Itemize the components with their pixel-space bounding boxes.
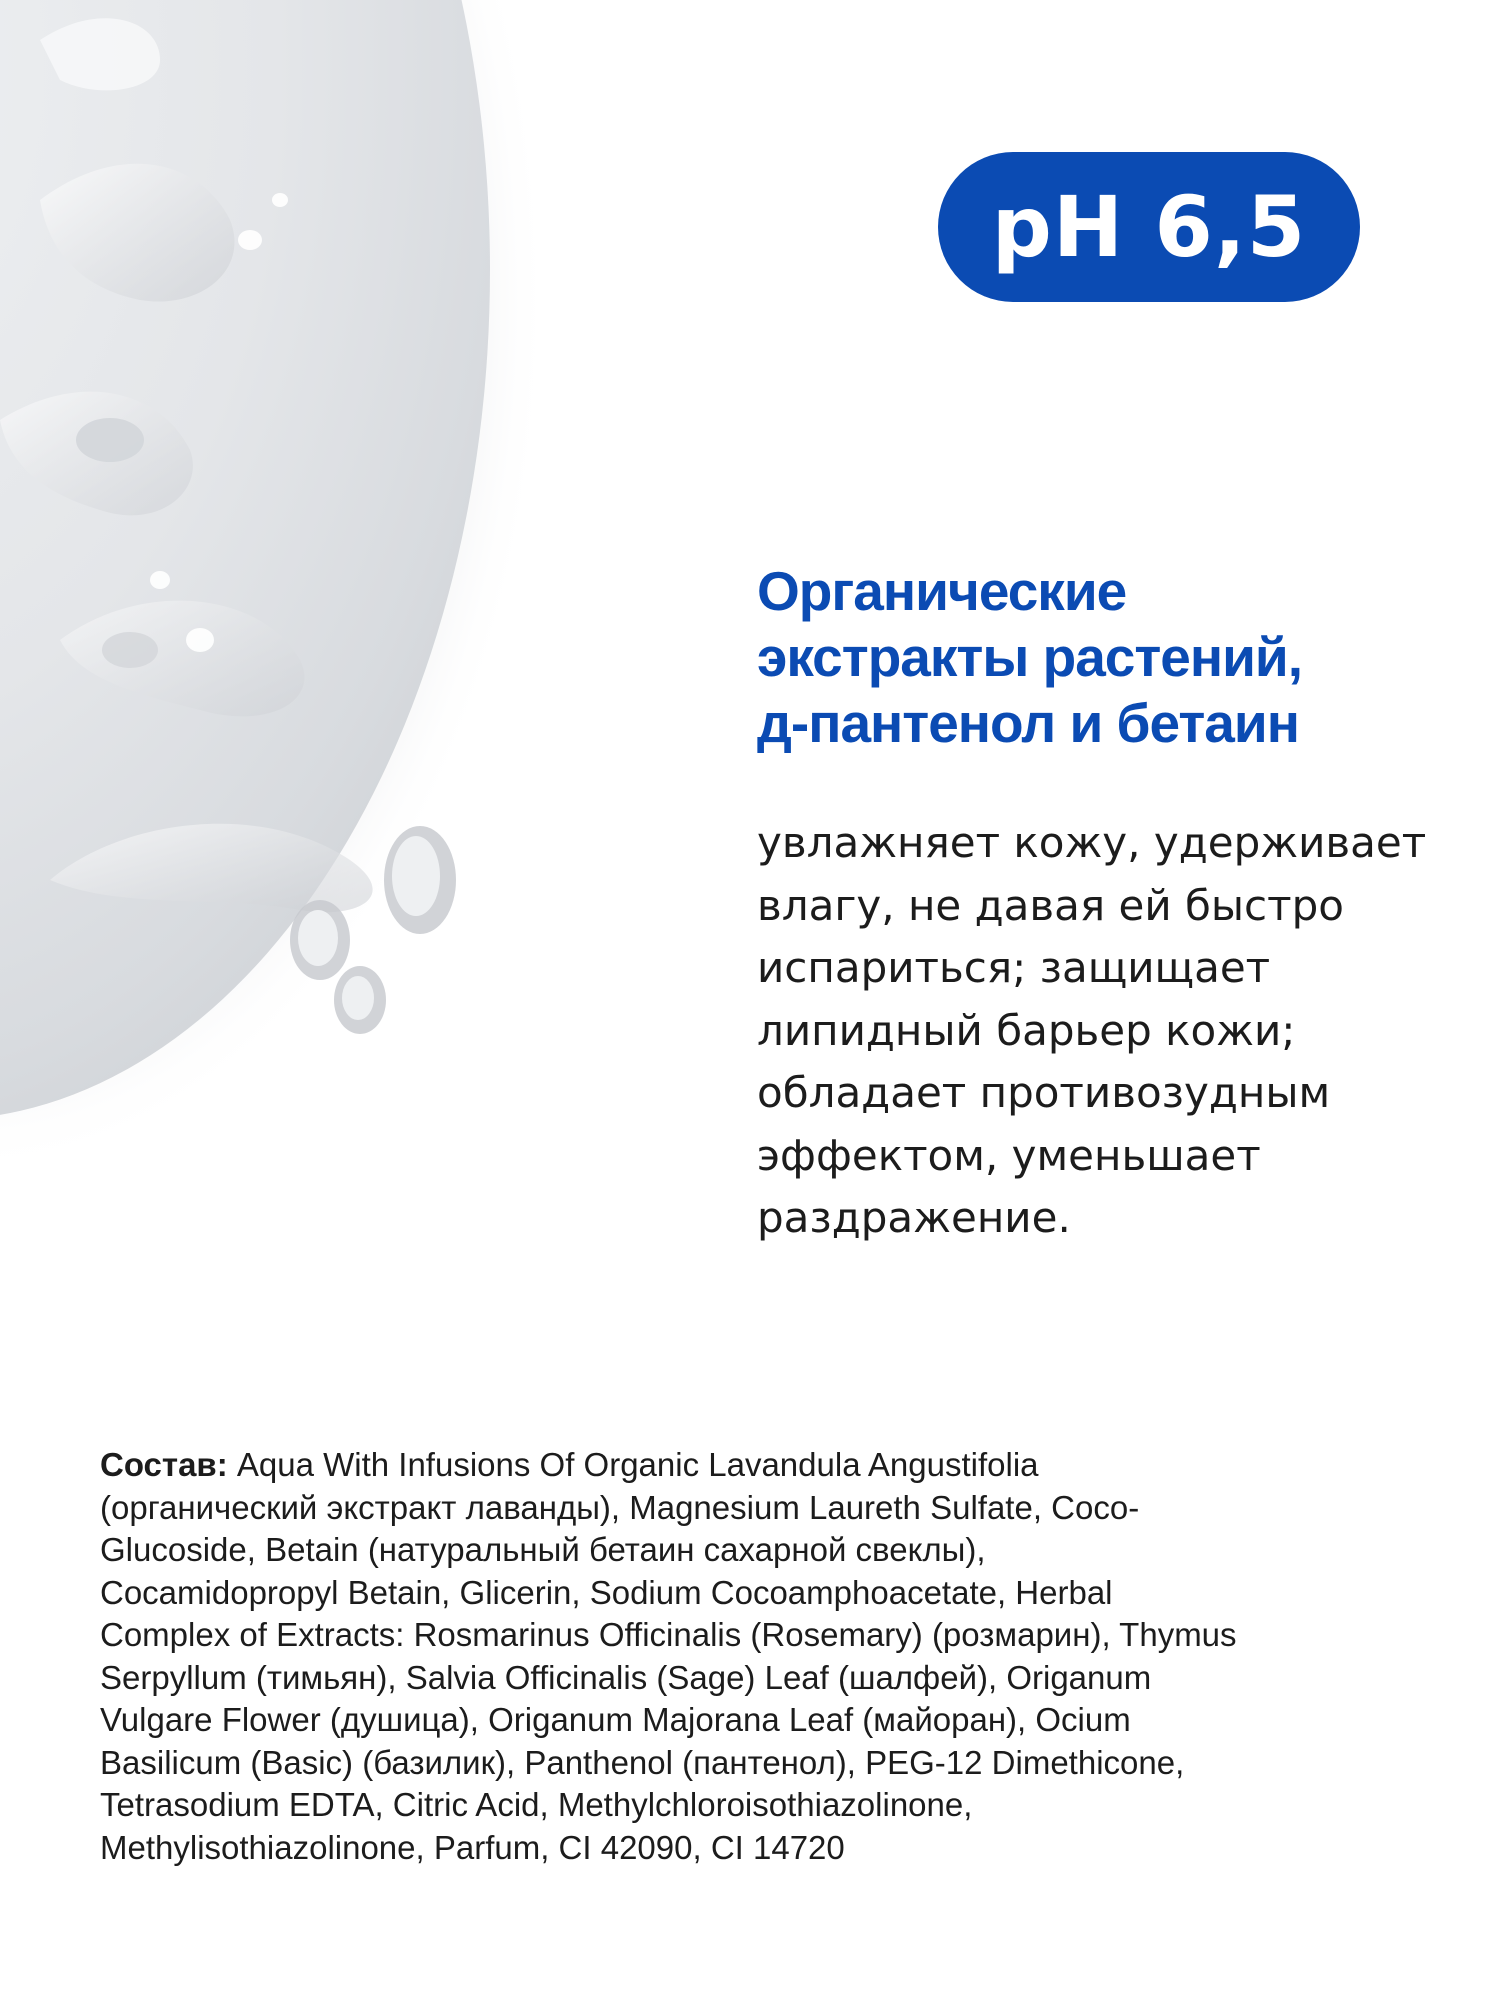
composition-line: Glucoside, Betain (натуральный бетаин сахарной свеклы), xyxy=(100,1531,986,1568)
composition-text xyxy=(100,1444,1400,1869)
composition-first-line xyxy=(100,1444,1400,1487)
composition-line: Complex of Extracts: Rosmarinus Officinalis (Rosemary) (розмарин), Thymus xyxy=(100,1616,1237,1653)
feature-heading-line: Органические xyxy=(757,560,1127,622)
composition-line: Serpyllum (тимьян), Salvia Officinalis (Sage) Leaf (шалфей), Origanum xyxy=(100,1658,1152,1696)
composition-line: Methylisothiazolinone, Parfum, CI 42090, CI 14720 xyxy=(100,1828,845,1866)
composition-line: Vulgare Flower (душица), Origanum Majorana Leaf (майоран), Ocium xyxy=(100,1701,1131,1738)
feature-description-line: влагу, не давая ей быстро xyxy=(757,880,1344,930)
feature-description-line: эффектом, уменьшает xyxy=(757,1130,1261,1180)
feature-description-line: липидный барьер кожи; xyxy=(757,1005,1296,1055)
ph-badge: pH 6,5 xyxy=(938,152,1360,302)
feature-heading-line: экстракты растений, xyxy=(757,626,1303,688)
feature-description-line: испариться; защищает xyxy=(757,943,1271,992)
composition-label: Состав: xyxy=(100,1446,228,1483)
gel-texture-image xyxy=(0,0,560,1200)
composition-line: Cocamidopropyl Betain, Glicerin, Sodium Cocoamphoacetate, Herbal xyxy=(100,1573,1113,1611)
feature-heading xyxy=(757,558,1457,756)
feature-description-line: обладает противозудным xyxy=(757,1068,1331,1117)
feature-description-line: увлажняет кожу, удерживает xyxy=(757,818,1427,867)
composition-line: Basilicum (Basic) (базилик), Panthenol (пантенол), PEG-12 Dimethicone, xyxy=(100,1743,1185,1781)
feature-heading-line: д-пантенол и бетаин xyxy=(757,692,1299,754)
composition-line: Tetrasodium EDTA, Citric Acid, Methylchloroisothiazolinone, xyxy=(100,1786,973,1823)
feature-description-line: раздражение. xyxy=(757,1193,1071,1242)
composition-line: (органический экстракт лаванды), Magnesium Laureth Sulfate, Coco- xyxy=(100,1488,1140,1526)
composition-line-text: Aqua With Infusions Of Organic Lavandula Angustifolia xyxy=(227,1446,1039,1483)
feature-description xyxy=(757,812,1457,1250)
